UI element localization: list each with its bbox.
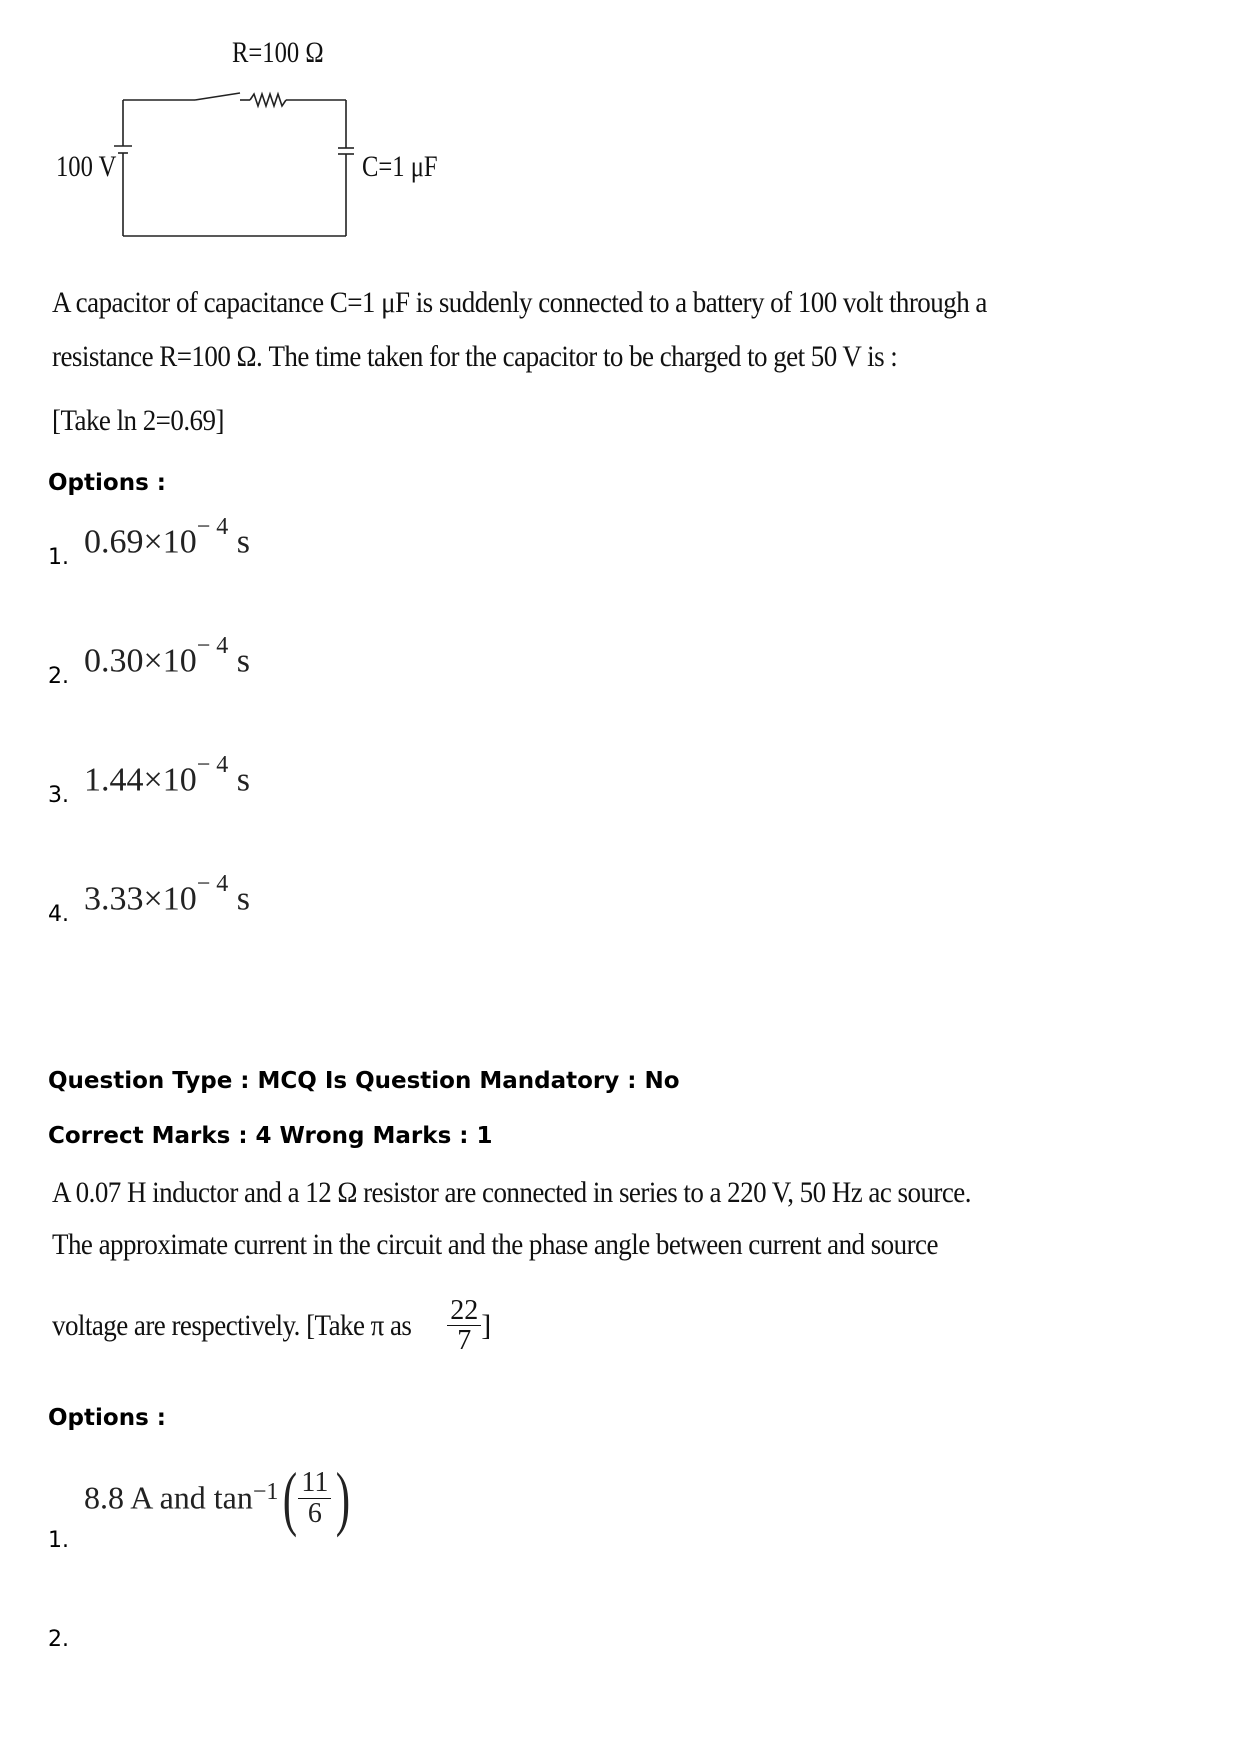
capacitor-label: C=1 μF bbox=[362, 150, 438, 183]
switch-icon bbox=[195, 93, 240, 100]
q2-option-2-number: 2. bbox=[48, 1627, 69, 1652]
resistor-icon bbox=[250, 94, 286, 106]
q1-options-label: Options : bbox=[48, 470, 166, 496]
q2-marks: Correct Marks : 4 Wrong Marks : 1 bbox=[48, 1123, 493, 1149]
q1-option-4-number: 4. bbox=[48, 902, 69, 927]
q1-text-line1: A capacitor of capacitance C=1 μF is suddenly connected to a battery of 100 volt through a bbox=[52, 286, 987, 319]
resistor-label: R=100 Ω bbox=[232, 36, 324, 69]
q1-text-line3: [Take ln 2=0.69] bbox=[52, 404, 224, 437]
q1-option-3[interactable]: $1.44\times 10^{- 4}$ s bbox=[84, 752, 250, 799]
q1-text-line2: resistance R=100 Ω. The time taken for the capacitor to be charged to get 50 V is : bbox=[52, 340, 898, 373]
q1-option-1-number: 1. bbox=[48, 545, 69, 570]
q2-question-type: Question Type : MCQ Is Question Mandatory : No bbox=[48, 1068, 680, 1094]
battery-label: 100 V bbox=[56, 150, 117, 183]
tan-fraction: $\frac{11}{6}$ bbox=[298, 1468, 331, 1528]
q1-option-3-number: 3. bbox=[48, 783, 69, 808]
q1-option-4[interactable]: $3.33\times 10^{- 4}$ s bbox=[84, 871, 250, 918]
q2-option-1[interactable]: 8.8 A and $\tan^{-1}$( $\frac{11}{6}$ ) bbox=[84, 1458, 351, 1538]
q1-option-2-number: 2. bbox=[48, 664, 69, 689]
q2-text-line3: voltage are respectively. [Take π as $\frac{22}{7}$ ] bbox=[52, 1295, 492, 1357]
q1-option-1[interactable]: $0.69\times 10^{- 4}$ s bbox=[84, 514, 250, 561]
q2-options-label: Options : bbox=[48, 1405, 166, 1431]
q2-text-line1: A 0.07 H inductor and a 12 Ω resistor are connected in series to a 220 V, 50 Hz ac source. bbox=[52, 1176, 971, 1209]
q1-option-2[interactable]: $0.30\times 10^{- 4}$ s bbox=[84, 633, 250, 680]
q2-text-line2: The approximate current in the circuit and the phase angle between current and source bbox=[52, 1228, 938, 1261]
q2-option-1-number: 1. bbox=[48, 1528, 69, 1553]
pi-fraction: $\frac{22}{7}$ bbox=[447, 1296, 481, 1356]
